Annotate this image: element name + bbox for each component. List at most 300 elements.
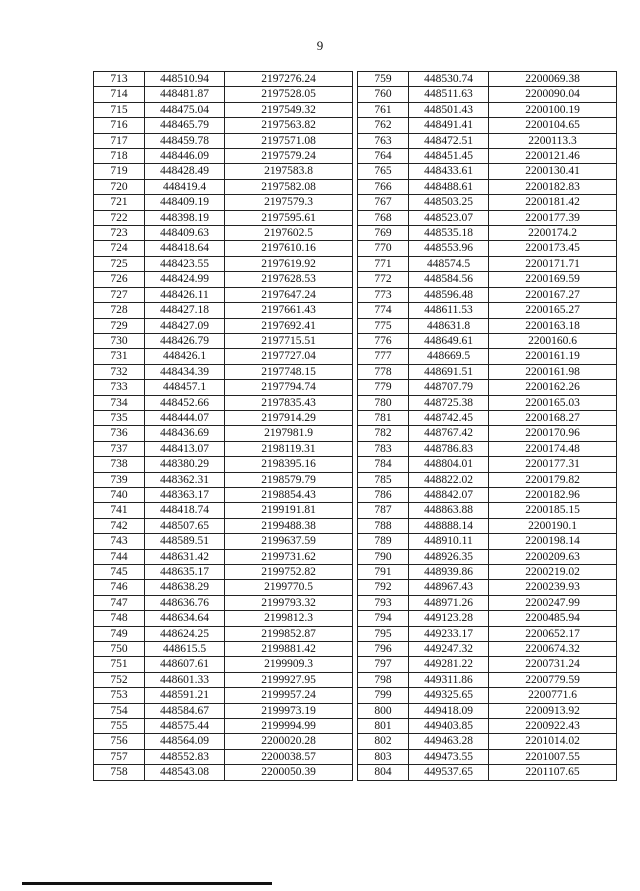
y-coordinate-cell: 2200160.6 <box>489 333 617 348</box>
table-row <box>358 703 617 718</box>
y-coordinate-cell: 2199637.59 <box>225 534 353 549</box>
y-coordinate-cell: 2200050.39 <box>225 765 353 780</box>
table-row <box>358 487 617 502</box>
y-coordinate-cell: 2200182.83 <box>489 179 617 194</box>
y-coordinate-cell: 2197276.24 <box>225 72 353 87</box>
point-number-cell: 776 <box>358 333 409 348</box>
point-number-cell: 791 <box>358 565 409 580</box>
point-number-cell: 740 <box>94 487 145 502</box>
x-coordinate-cell: 448446.09 <box>145 149 225 164</box>
x-coordinate-cell: 448926.35 <box>409 549 489 564</box>
y-coordinate-cell: 2197715.51 <box>225 333 353 348</box>
table-row <box>358 518 617 533</box>
y-coordinate-cell: 2197794.74 <box>225 380 353 395</box>
y-coordinate-cell: 2200121.46 <box>489 149 617 164</box>
y-coordinate-cell: 2200113.3 <box>489 133 617 148</box>
point-number-cell: 754 <box>94 703 145 718</box>
table-row <box>94 534 353 549</box>
y-coordinate-cell: 2198395.16 <box>225 457 353 472</box>
x-coordinate-cell: 448436.69 <box>145 426 225 441</box>
point-number-cell: 733 <box>94 380 145 395</box>
table-row <box>94 734 353 749</box>
table-row <box>94 580 353 595</box>
x-coordinate-cell: 449123.28 <box>409 611 489 626</box>
x-coordinate-cell: 448475.04 <box>145 102 225 117</box>
table-row <box>358 272 617 287</box>
table-row <box>358 241 617 256</box>
point-number-cell: 718 <box>94 149 145 164</box>
table-row <box>358 164 617 179</box>
x-coordinate-cell: 448465.79 <box>145 118 225 133</box>
x-coordinate-cell: 449247.32 <box>409 642 489 657</box>
x-coordinate-cell: 448584.56 <box>409 272 489 287</box>
point-number-cell: 724 <box>94 241 145 256</box>
y-coordinate-cell: 2199488.38 <box>225 518 353 533</box>
table-row <box>94 657 353 672</box>
x-coordinate-cell: 448523.07 <box>409 210 489 225</box>
y-coordinate-cell: 2200179.82 <box>489 472 617 487</box>
x-coordinate-cell: 448457.1 <box>145 380 225 395</box>
point-number-cell: 775 <box>358 318 409 333</box>
point-number-cell: 747 <box>94 595 145 610</box>
y-coordinate-cell: 2200162.26 <box>489 380 617 395</box>
table-row <box>94 333 353 348</box>
point-number-cell: 738 <box>94 457 145 472</box>
y-coordinate-cell: 2200165.03 <box>489 395 617 410</box>
table-row <box>94 765 353 780</box>
point-number-cell: 756 <box>94 734 145 749</box>
point-number-cell: 794 <box>358 611 409 626</box>
y-coordinate-cell: 2200161.19 <box>489 349 617 364</box>
x-coordinate-cell: 449403.85 <box>409 719 489 734</box>
point-number-cell: 757 <box>94 749 145 764</box>
point-number-cell: 727 <box>94 287 145 302</box>
table-row <box>358 364 617 379</box>
point-number-cell: 743 <box>94 534 145 549</box>
x-coordinate-cell: 448413.07 <box>145 441 225 456</box>
y-coordinate-cell: 2200163.18 <box>489 318 617 333</box>
y-coordinate-cell: 2200130.41 <box>489 164 617 179</box>
y-coordinate-cell: 2200100.19 <box>489 102 617 117</box>
x-coordinate-cell: 448624.25 <box>145 626 225 641</box>
x-coordinate-cell: 448615.5 <box>145 642 225 657</box>
y-coordinate-cell: 2201007.55 <box>489 749 617 764</box>
y-coordinate-cell: 2200913.92 <box>489 703 617 718</box>
y-coordinate-cell: 2200167.27 <box>489 287 617 302</box>
point-number-cell: 797 <box>358 657 409 672</box>
table-row <box>358 226 617 241</box>
y-coordinate-cell: 2200177.31 <box>489 457 617 472</box>
y-coordinate-cell: 2199881.42 <box>225 642 353 657</box>
table-row <box>358 303 617 318</box>
x-coordinate-cell: 448767.42 <box>409 426 489 441</box>
x-coordinate-cell: 448503.25 <box>409 195 489 210</box>
y-coordinate-cell: 2197748.15 <box>225 364 353 379</box>
table-row <box>358 195 617 210</box>
point-number-cell: 714 <box>94 87 145 102</box>
y-coordinate-cell: 2200185.15 <box>489 503 617 518</box>
table-row <box>358 87 617 102</box>
x-coordinate-cell: 448472.51 <box>409 133 489 148</box>
table-row <box>358 333 617 348</box>
table-row <box>358 410 617 425</box>
x-coordinate-cell: 448434.39 <box>145 364 225 379</box>
point-number-cell: 729 <box>94 318 145 333</box>
table-row <box>358 734 617 749</box>
y-coordinate-cell: 2200165.27 <box>489 303 617 318</box>
x-coordinate-cell: 449473.55 <box>409 749 489 764</box>
point-number-cell: 780 <box>358 395 409 410</box>
point-number-cell: 803 <box>358 749 409 764</box>
point-number-cell: 755 <box>94 719 145 734</box>
x-coordinate-cell: 448574.5 <box>409 256 489 271</box>
table-row <box>94 287 353 302</box>
table-row <box>358 349 617 364</box>
point-number-cell: 779 <box>358 380 409 395</box>
point-number-cell: 774 <box>358 303 409 318</box>
x-coordinate-cell: 448691.51 <box>409 364 489 379</box>
y-coordinate-cell: 2200090.04 <box>489 87 617 102</box>
table-row <box>94 472 353 487</box>
x-coordinate-cell: 448428.49 <box>145 164 225 179</box>
y-coordinate-cell: 2200161.98 <box>489 364 617 379</box>
y-coordinate-cell: 2199731.62 <box>225 549 353 564</box>
table-row <box>94 719 353 734</box>
table-row <box>358 580 617 595</box>
table-row <box>94 549 353 564</box>
y-coordinate-cell: 2197692.41 <box>225 318 353 333</box>
point-number-cell: 784 <box>358 457 409 472</box>
y-coordinate-cell: 2198119.31 <box>225 441 353 456</box>
y-coordinate-cell: 2197549.32 <box>225 102 353 117</box>
y-coordinate-cell: 2200104.65 <box>489 118 617 133</box>
x-coordinate-cell: 448426.11 <box>145 287 225 302</box>
table-row <box>94 241 353 256</box>
x-coordinate-cell: 448535.18 <box>409 226 489 241</box>
y-coordinate-cell: 2200177.39 <box>489 210 617 225</box>
x-coordinate-cell: 448863.88 <box>409 503 489 518</box>
point-number-cell: 763 <box>358 133 409 148</box>
y-coordinate-cell: 2197595.61 <box>225 210 353 225</box>
table-row <box>94 380 353 395</box>
table-row <box>94 626 353 641</box>
table-row <box>358 441 617 456</box>
table-row <box>94 318 353 333</box>
point-number-cell: 715 <box>94 102 145 117</box>
x-coordinate-cell: 448804.01 <box>409 457 489 472</box>
table-row <box>94 457 353 472</box>
table-row <box>358 595 617 610</box>
point-number-cell: 793 <box>358 595 409 610</box>
x-coordinate-cell: 449233.17 <box>409 626 489 641</box>
point-number-cell: 713 <box>94 72 145 87</box>
point-number-cell: 716 <box>94 118 145 133</box>
table-row <box>94 688 353 703</box>
x-coordinate-cell: 448601.33 <box>145 672 225 687</box>
point-number-cell: 782 <box>358 426 409 441</box>
table-row <box>358 256 617 271</box>
table-row <box>94 410 353 425</box>
point-number-cell: 745 <box>94 565 145 580</box>
point-number-cell: 777 <box>358 349 409 364</box>
table-row <box>358 72 617 87</box>
x-coordinate-cell: 449311.86 <box>409 672 489 687</box>
x-coordinate-cell: 448564.09 <box>145 734 225 749</box>
table-row <box>358 611 617 626</box>
x-coordinate-cell: 448363.17 <box>145 487 225 502</box>
y-coordinate-cell: 2200170.96 <box>489 426 617 441</box>
y-coordinate-cell: 2200169.59 <box>489 272 617 287</box>
y-coordinate-cell: 2201014.02 <box>489 734 617 749</box>
x-coordinate-cell: 448589.51 <box>145 534 225 549</box>
y-coordinate-cell: 2198854.43 <box>225 487 353 502</box>
x-coordinate-cell: 448635.17 <box>145 565 225 580</box>
point-number-cell: 735 <box>94 410 145 425</box>
table-row <box>358 749 617 764</box>
y-coordinate-cell: 2197647.24 <box>225 287 353 302</box>
point-number-cell: 721 <box>94 195 145 210</box>
x-coordinate-cell: 448575.44 <box>145 719 225 734</box>
table-row <box>94 195 353 210</box>
x-coordinate-cell: 448488.61 <box>409 179 489 194</box>
x-coordinate-cell: 448427.18 <box>145 303 225 318</box>
table-row <box>94 226 353 241</box>
x-coordinate-cell: 448842.07 <box>409 487 489 502</box>
y-coordinate-cell: 2200190.1 <box>489 518 617 533</box>
point-number-cell: 731 <box>94 349 145 364</box>
table-row <box>358 395 617 410</box>
table-row <box>358 210 617 225</box>
table-row <box>358 642 617 657</box>
point-number-cell: 789 <box>358 534 409 549</box>
y-coordinate-cell: 2200181.42 <box>489 195 617 210</box>
y-coordinate-cell: 2200173.45 <box>489 241 617 256</box>
x-coordinate-cell: 448362.31 <box>145 472 225 487</box>
table-row <box>94 642 353 657</box>
y-coordinate-cell: 2200771.6 <box>489 688 617 703</box>
table-row <box>358 672 617 687</box>
point-number-cell: 741 <box>94 503 145 518</box>
table-row <box>358 626 617 641</box>
x-coordinate-cell: 448584.67 <box>145 703 225 718</box>
table-row <box>94 595 353 610</box>
x-coordinate-cell: 448419.4 <box>145 179 225 194</box>
y-coordinate-cell: 2197727.04 <box>225 349 353 364</box>
y-coordinate-cell: 2200485.94 <box>489 611 617 626</box>
point-number-cell: 798 <box>358 672 409 687</box>
x-coordinate-cell: 448631.8 <box>409 318 489 333</box>
x-coordinate-cell: 448427.09 <box>145 318 225 333</box>
table-row <box>94 149 353 164</box>
point-number-cell: 767 <box>358 195 409 210</box>
y-coordinate-cell: 2200922.43 <box>489 719 617 734</box>
table-row <box>94 210 353 225</box>
y-coordinate-cell: 2197628.53 <box>225 272 353 287</box>
point-number-cell: 758 <box>94 765 145 780</box>
x-coordinate-cell: 448910.11 <box>409 534 489 549</box>
y-coordinate-cell: 2197528.05 <box>225 87 353 102</box>
y-coordinate-cell: 2197661.43 <box>225 303 353 318</box>
y-coordinate-cell: 2199812.3 <box>225 611 353 626</box>
y-coordinate-cell: 2200731.24 <box>489 657 617 672</box>
point-number-cell: 739 <box>94 472 145 487</box>
x-coordinate-cell: 448507.65 <box>145 518 225 533</box>
point-number-cell: 728 <box>94 303 145 318</box>
y-coordinate-cell: 2197563.82 <box>225 118 353 133</box>
table-row <box>94 364 353 379</box>
y-coordinate-cell: 2200182.96 <box>489 487 617 502</box>
y-coordinate-cell: 2197610.16 <box>225 241 353 256</box>
x-coordinate-cell: 448511.63 <box>409 87 489 102</box>
y-coordinate-cell: 2197914.29 <box>225 410 353 425</box>
point-number-cell: 781 <box>358 410 409 425</box>
y-coordinate-cell: 2199852.87 <box>225 626 353 641</box>
table-row <box>94 179 353 194</box>
table-row <box>94 256 353 271</box>
table-row <box>94 349 353 364</box>
table-row <box>94 487 353 502</box>
table-row <box>94 118 353 133</box>
x-coordinate-cell: 448636.76 <box>145 595 225 610</box>
table-row <box>94 395 353 410</box>
x-coordinate-cell: 448591.21 <box>145 688 225 703</box>
table-row <box>358 457 617 472</box>
point-number-cell: 717 <box>94 133 145 148</box>
table-row <box>94 518 353 533</box>
x-coordinate-cell: 448822.02 <box>409 472 489 487</box>
y-coordinate-cell: 2197579.24 <box>225 149 353 164</box>
y-coordinate-cell: 2200652.17 <box>489 626 617 641</box>
x-coordinate-cell: 448423.55 <box>145 256 225 271</box>
point-number-cell: 801 <box>358 719 409 734</box>
point-number-cell: 768 <box>358 210 409 225</box>
y-coordinate-cell: 2200779.59 <box>489 672 617 687</box>
y-coordinate-cell: 2200247.99 <box>489 595 617 610</box>
table-row <box>358 503 617 518</box>
table-row <box>94 133 353 148</box>
point-number-cell: 730 <box>94 333 145 348</box>
x-coordinate-cell: 448888.14 <box>409 518 489 533</box>
point-number-cell: 800 <box>358 703 409 718</box>
x-coordinate-cell: 448444.07 <box>145 410 225 425</box>
point-number-cell: 748 <box>94 611 145 626</box>
point-number-cell: 765 <box>358 164 409 179</box>
point-number-cell: 732 <box>94 364 145 379</box>
table-row <box>358 688 617 703</box>
point-number-cell: 790 <box>358 549 409 564</box>
x-coordinate-cell: 448707.79 <box>409 380 489 395</box>
point-number-cell: 772 <box>358 272 409 287</box>
y-coordinate-cell: 2197619.92 <box>225 256 353 271</box>
point-number-cell: 751 <box>94 657 145 672</box>
table-row <box>94 703 353 718</box>
x-coordinate-cell: 448452.66 <box>145 395 225 410</box>
table-row <box>358 534 617 549</box>
table-row <box>94 87 353 102</box>
y-coordinate-cell: 2197571.08 <box>225 133 353 148</box>
y-coordinate-cell: 2199973.19 <box>225 703 353 718</box>
y-coordinate-cell: 2199994.99 <box>225 719 353 734</box>
y-coordinate-cell: 2197579.3 <box>225 195 353 210</box>
x-coordinate-cell: 448669.5 <box>409 349 489 364</box>
x-coordinate-cell: 448510.94 <box>145 72 225 87</box>
point-number-cell: 746 <box>94 580 145 595</box>
point-number-cell: 795 <box>358 626 409 641</box>
table-row <box>358 287 617 302</box>
y-coordinate-cell: 2199909.3 <box>225 657 353 672</box>
table-row <box>94 102 353 117</box>
y-coordinate-cell: 2198579.79 <box>225 472 353 487</box>
x-coordinate-cell: 448742.45 <box>409 410 489 425</box>
table-row <box>94 72 353 87</box>
x-coordinate-cell: 448634.64 <box>145 611 225 626</box>
x-coordinate-cell: 448424.99 <box>145 272 225 287</box>
x-coordinate-cell: 448971.26 <box>409 595 489 610</box>
point-number-cell: 742 <box>94 518 145 533</box>
point-number-cell: 750 <box>94 642 145 657</box>
y-coordinate-cell: 2199927.95 <box>225 672 353 687</box>
y-coordinate-cell: 2199191.81 <box>225 503 353 518</box>
table-row <box>94 441 353 456</box>
table-row <box>358 472 617 487</box>
x-coordinate-cell: 448451.45 <box>409 149 489 164</box>
point-number-cell: 804 <box>358 765 409 780</box>
page-number: 9 <box>316 38 324 53</box>
point-number-cell: 753 <box>94 688 145 703</box>
point-number-cell: 734 <box>94 395 145 410</box>
x-coordinate-cell: 448418.74 <box>145 503 225 518</box>
point-number-cell: 787 <box>358 503 409 518</box>
table-row <box>94 303 353 318</box>
y-coordinate-cell: 2200168.27 <box>489 410 617 425</box>
x-coordinate-cell: 448409.19 <box>145 195 225 210</box>
y-coordinate-cell: 2199793.32 <box>225 595 353 610</box>
x-coordinate-cell: 449463.28 <box>409 734 489 749</box>
point-number-cell: 771 <box>358 256 409 271</box>
table-row <box>358 133 617 148</box>
point-number-cell: 773 <box>358 287 409 302</box>
point-number-cell: 762 <box>358 118 409 133</box>
x-coordinate-cell: 449325.65 <box>409 688 489 703</box>
x-coordinate-cell: 448786.83 <box>409 441 489 456</box>
table-row <box>358 102 617 117</box>
x-coordinate-cell: 448491.41 <box>409 118 489 133</box>
x-coordinate-cell: 448418.64 <box>145 241 225 256</box>
point-number-cell: 760 <box>358 87 409 102</box>
x-coordinate-cell: 448939.86 <box>409 565 489 580</box>
point-number-cell: 759 <box>358 72 409 87</box>
y-coordinate-cell: 2199957.24 <box>225 688 353 703</box>
y-coordinate-cell: 2200674.32 <box>489 642 617 657</box>
table-row <box>358 149 617 164</box>
x-coordinate-cell: 448459.78 <box>145 133 225 148</box>
point-number-cell: 720 <box>94 179 145 194</box>
x-coordinate-cell: 448552.83 <box>145 749 225 764</box>
point-number-cell: 752 <box>94 672 145 687</box>
y-coordinate-cell: 2200219.02 <box>489 565 617 580</box>
table-row <box>94 426 353 441</box>
point-number-cell: 761 <box>358 102 409 117</box>
x-coordinate-cell: 448433.61 <box>409 164 489 179</box>
table-row <box>358 118 617 133</box>
y-coordinate-cell: 2200209.63 <box>489 549 617 564</box>
y-coordinate-cell: 2201107.65 <box>489 765 617 780</box>
x-coordinate-cell: 449537.65 <box>409 765 489 780</box>
point-number-cell: 799 <box>358 688 409 703</box>
y-coordinate-cell: 2197981.9 <box>225 426 353 441</box>
x-coordinate-cell: 448596.48 <box>409 287 489 302</box>
x-coordinate-cell: 448426.1 <box>145 349 225 364</box>
